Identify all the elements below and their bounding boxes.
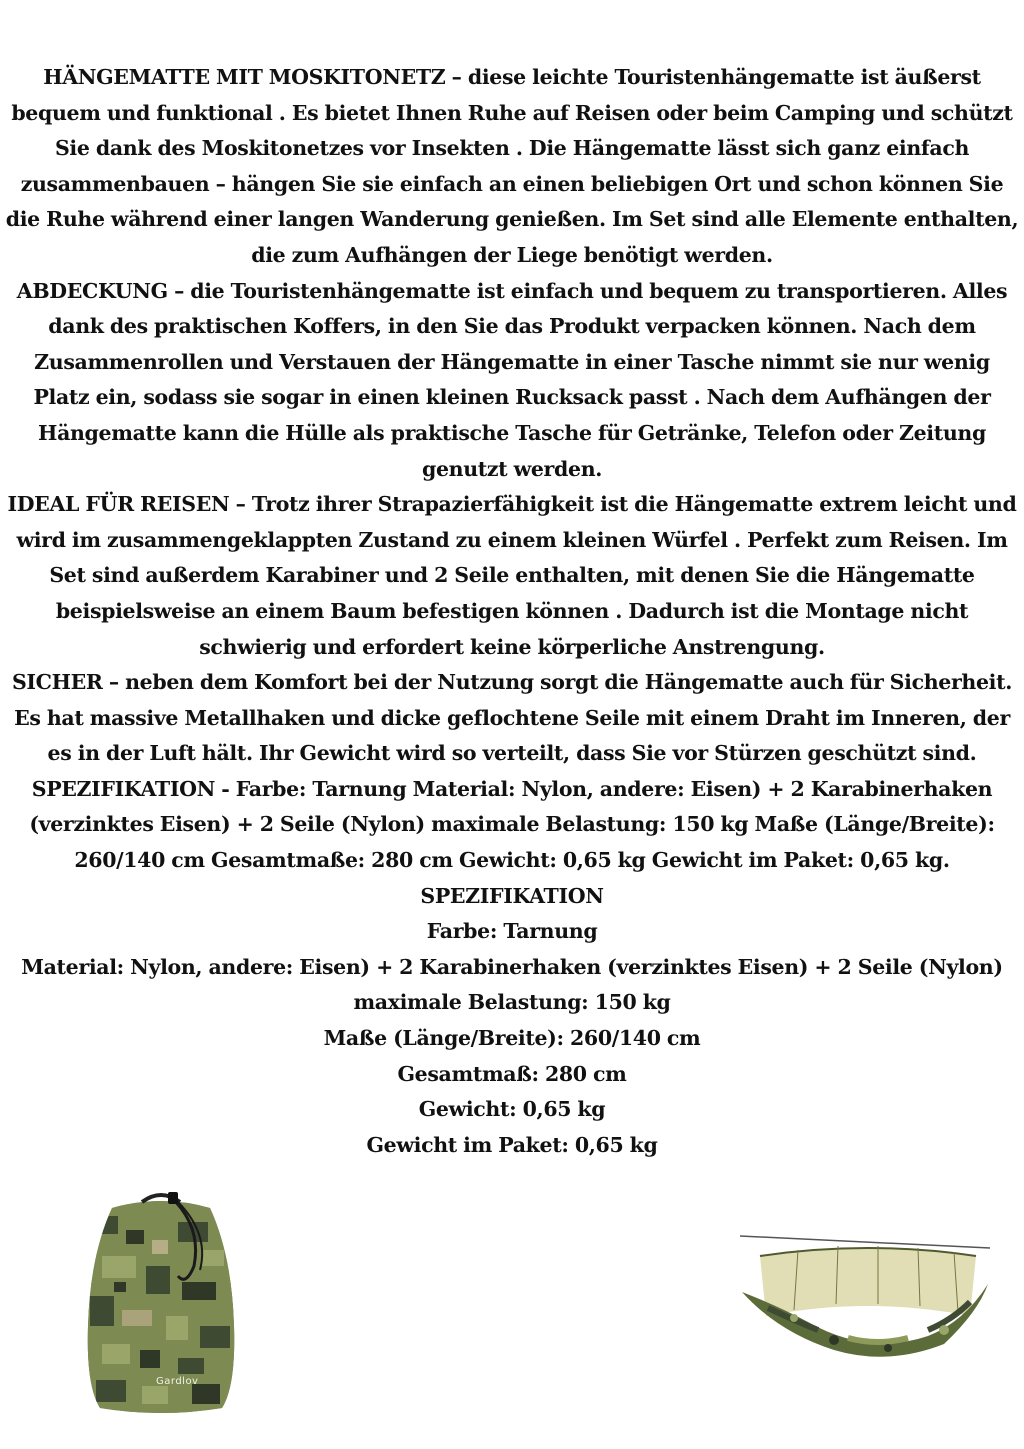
paragraph-spec-summary: SPEZIFIKATION - Farbe: Tarnung Material: Nylon, andere: Eisen) + 2 Karabinerhaken (verzinktes Eisen) + 2 Seile (Nylon) maximale Belastung: 150 kg Maße (Länge/Breite): 260/140 cm Gesamtmaße: 280 cm Gewicht: 0,65 kg Gewicht im Paket: 0,65 kg. [29, 776, 995, 873]
spec-weight: Gewicht: 0,65 kg [418, 1097, 606, 1122]
spec-color: Farbe: Tarnung [426, 919, 598, 944]
camouflage-bag-image [82, 1186, 240, 1416]
spec-dimensions: Maße (Länge/Breite): 260/140 cm [323, 1026, 701, 1051]
spec-max-load: maximale Belastung: 150 kg [353, 990, 671, 1015]
spec-package-weight: Gewicht im Paket: 0,65 kg [366, 1132, 658, 1157]
spec-list [0, 879, 1024, 1164]
spec-total-size: Gesamtmaß: 280 cm [397, 1061, 627, 1086]
paragraph-intro: HÄNGEMATTE MIT MOSKITONETZ – diese leichte Touristenhängematte ist äußerst bequem und funktional . Es bietet Ihnen Ruhe auf Reisen oder beim Camping und schützt Sie dank des Moskitonetzes vor Insekten . Die Hängematte lässt sich ganz einfach zusammenbauen – hängen Sie sie einfach an einen beliebigen Ort und schon können Sie die Ruhe während einer langen Wanderung genießen. Im Set sind alle Elemente enthalten, die zum Aufhängen der Liege benötigt werden. [5, 65, 1019, 267]
paragraph-cover: ABDECKUNG – die Touristenhängematte ist einfach und bequem zu transportieren. Alles dank des praktischen Koffers, in den Sie das Produkt verpacken können. Nach dem Zusammenrollen und Verstauen der Hängematte in einer Tasche nimmt sie nur wenig Platz ein, sodass sie sogar in einen kleinen Rucksack passt . Nach dem Aufhängen der Hängematte kann die Hülle als praktische Tasche für Getränke, Telefon oder Zeitung genutzt werden. [16, 278, 1008, 481]
product-description [0, 60, 1024, 1163]
paragraph-travel: IDEAL FÜR REISEN – Trotz ihrer Strapazierfähigkeit ist die Hängematte extrem leicht und wird im zusammengeklappten Zustand zu einem kleinen Würfel . Perfekt zum Reisen. Im Set sind außerdem Karabiner und 2 Seile enthalten, mit denen Sie die Hängematte beispielsweise an einem Baum befestigen können . Dadurch ist die Montage nicht schwierig und erfordert keine körperliche Anstrengung. [7, 492, 1017, 659]
paragraph-safety: SICHER – neben dem Komfort bei der Nutzung sorgt die Hängematte auch für Sicherheit. Es hat massive Metallhaken und dicke geflochtene Seile mit einem Draht im Inneren, der es in der Luft hält. Ihr Gewicht wird so verteilt, dass Sie vor Stürzen geschützt sind. [11, 670, 1013, 766]
hammock-image [738, 1226, 992, 1366]
camouflage-hammock-with-mosquito-net-icon [738, 1226, 992, 1366]
spec-heading: SPEZIFIKATION [420, 883, 604, 908]
spec-material: Material: Nylon, andere: Eisen) + 2 Karabinerhaken (verzinktes Eisen) + 2 Seile (Nylon) [21, 954, 1003, 979]
bag-brand-label: Gardlov [156, 1376, 199, 1387]
